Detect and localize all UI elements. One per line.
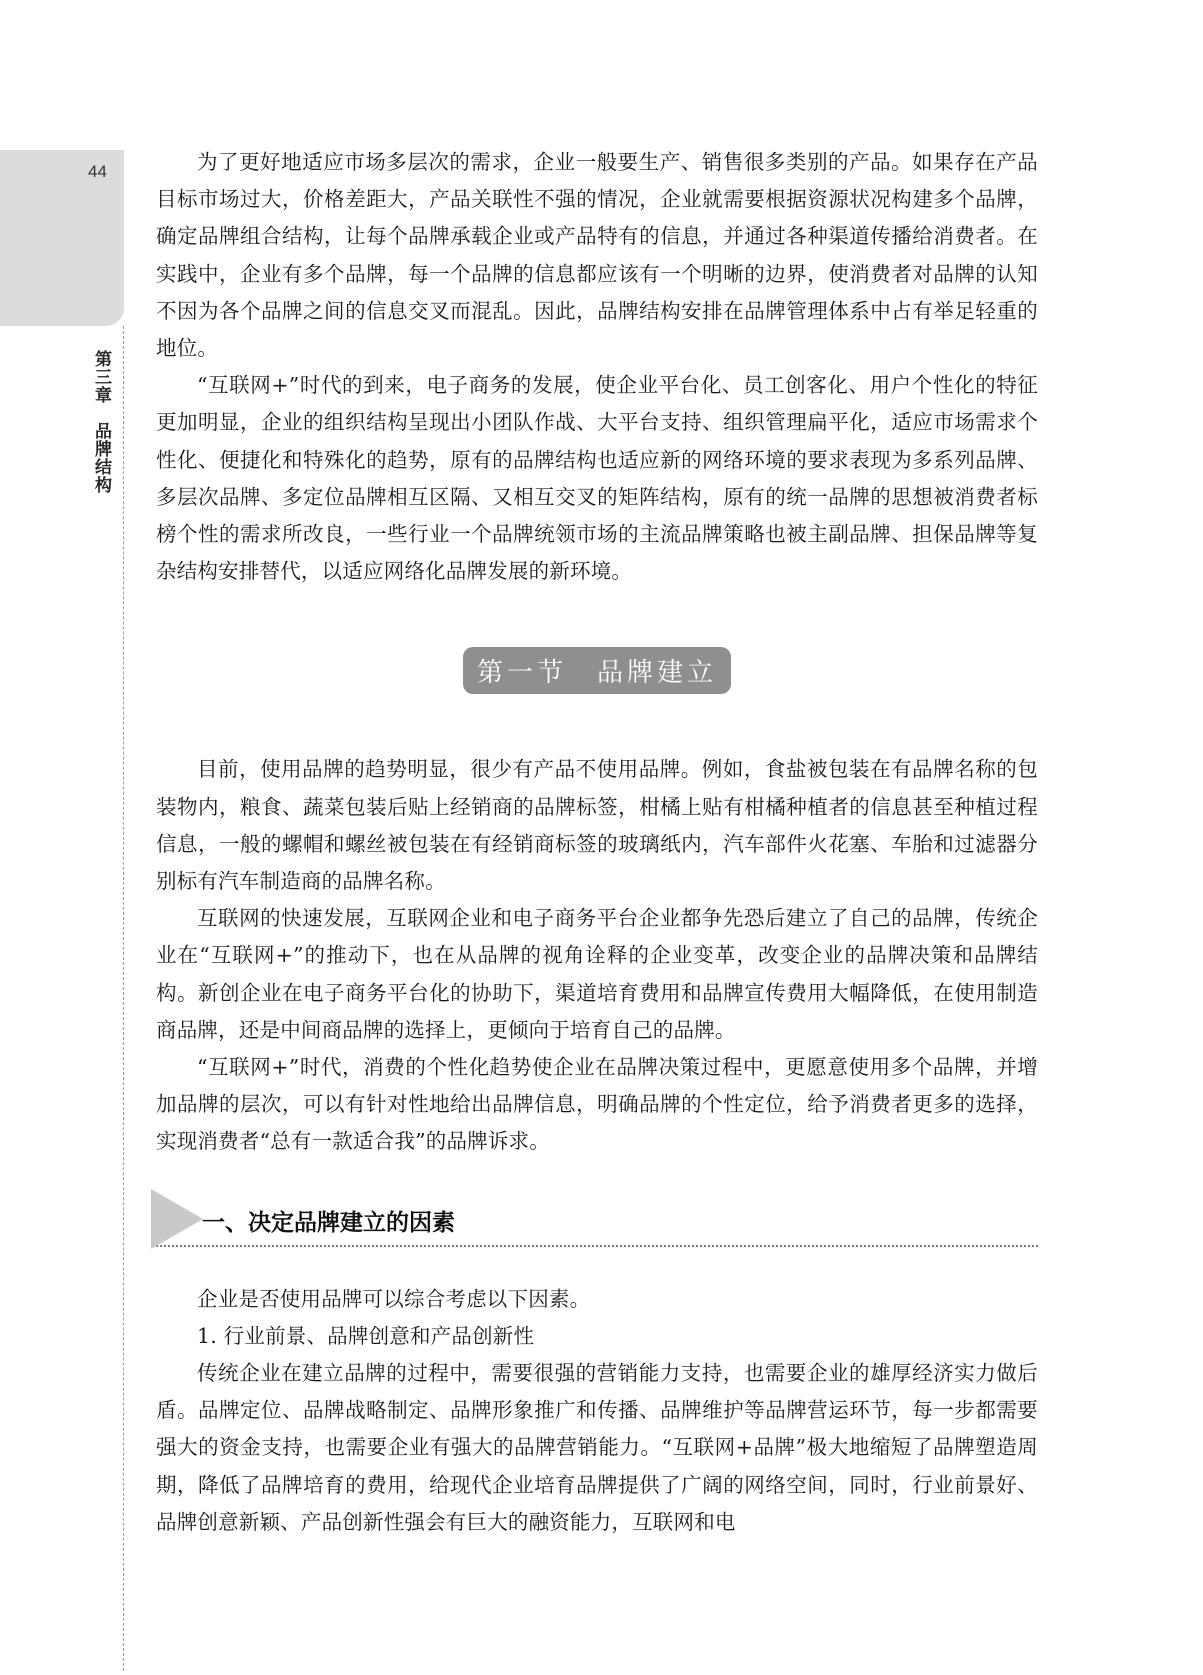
page-content — [156, 144, 1038, 1541]
subsection-heading-text: 一、决定品牌建立的因素 — [202, 1209, 455, 1236]
subsection-lead: 企业是否使用品牌可以综合考虑以下因素。 — [197, 1286, 591, 1311]
chapter-label: 第三章 品牌结构 — [91, 350, 111, 494]
section-header — [156, 647, 1038, 694]
subsection-heading — [156, 1201, 1038, 1247]
section-paragraph-2: 互联网的快速发展，互联网企业和电子商务平台企业都争先恐后建立了自己的品牌，传统企业在“互联网+”的推动下，也在从品牌的视角诠释的企业变革，改变企业的品牌决策和品牌结构。新创企业在电子商务平台化的协助下，渠道培育费用和品牌宣传费用大幅降低，在使用制造商品牌，还是中间商品牌的选择上，更倾向于培育自己的品牌。 — [156, 906, 1038, 1042]
subsection-body: 传统企业在建立品牌的过程中，需要很强的营销能力支持，也需要企业的雄厚经济实力做后盾。品牌定位、品牌战略制定、品牌形象推广和传播、品牌维护等品牌营运环节，每一步都需要强大的资金支持，也需要企业有强大的品牌营销能力。“互联网+品牌”极大地缩短了品牌塑造周期，降低了品牌培育的费用，给现代企业培育品牌提供了广阔的网络空间，同时，行业前景好、品牌创意新颖、产品创新性强会有巨大的融资能力，互联网和电 — [156, 1361, 1038, 1534]
intro-paragraph-1: 为了更好地适应市场多层次的需求，企业一般要生产、销售很多类别的产品。如果存在产品目标市场过大，价格差距大，产品关联性不强的情况，企业就需要根据资源状况构建多个品牌，确定品牌组合结构，让每个品牌承载企业或产品特有的信息，并通过各种渠道传播给消费者。在实践中，企业有多个品牌，每一个品牌的信息都应该有一个明晰的边界，使消费者对品牌的认知不因为各个品牌之间的信息交叉而混乱。因此，品牌结构安排在品牌管理体系中占有举足轻重的地位。 — [156, 150, 1038, 361]
page-number: 44 — [88, 162, 107, 181]
section-paragraph-3: “互联网+”时代，消费的个性化趋势使企业在品牌决策过程中，更愿意使用多个品牌，并增加品牌的层次，可以有针对性地给出品牌信息，明确品牌的个性定位，给予消费者更多的选择，实现消费者“总有一款适合我”的品牌诉求。 — [156, 1055, 1038, 1154]
section-title: 第一节 品牌建立 — [463, 647, 731, 694]
triangle-marker-icon — [151, 1189, 203, 1249]
margin-dashed-line — [123, 326, 124, 1671]
subsection-item-1: 1. 行业前景、品牌创意和产品创新性 — [197, 1323, 535, 1348]
intro-paragraph-2: “互联网+”时代的到来，电子商务的发展，使企业平台化、员工创客化、用户个性化的特征更加明显，企业的组织结构呈现出小团队作战、大平台支持、组织管理扁平化，适应市场需求个性化、便捷化和特殊化的趋势，原有的品牌结构也适应新的网络环境的要求表现为多系列品牌、多层次品牌、多定位品牌相互区隔、又相互交叉的矩阵结构，原有的统一品牌的思想被消费者标榜个性的需求所改良，一些行业一个品牌统领市场的主流品牌策略也被主副品牌、担保品牌等复杂结构安排替代，以适应网络化品牌发展的新环境。 — [156, 373, 1038, 584]
section-paragraph-1: 目前，使用品牌的趋势明显，很少有产品不使用品牌。例如，食盐被包装在有品牌名称的包装物内，粮食、蔬菜包装后贴上经销商的品牌标签，柑橘上贴有柑橘种植者的信息甚至种植过程信息，一般的螺帽和螺丝被包装在有经销商标签的玻璃纸内，汽车部件火花塞、车胎和过滤器分别标有汽车制造商的品牌名称。 — [156, 757, 1038, 894]
